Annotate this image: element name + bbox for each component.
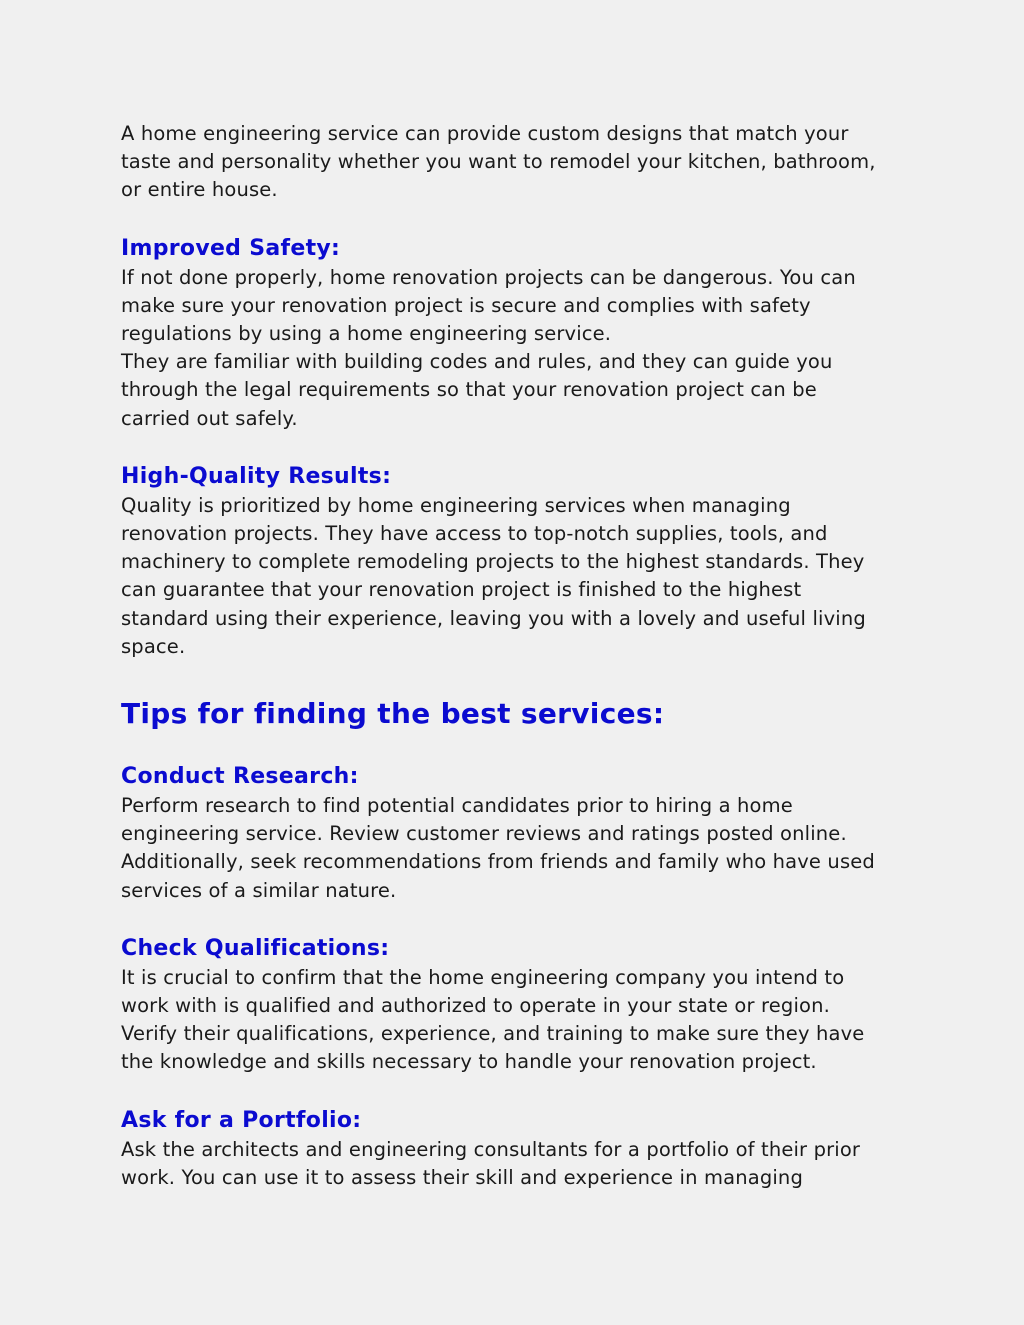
heading-improved-safety: Improved Safety: <box>121 235 341 261</box>
paragraph-conduct-research: Perform research to find potential candidates prior to hiring a home engineering service. Review customer reviews and ratings posted online. Additionally, seek recommendations from friends and family who have used services of a similar nature. <box>121 794 875 902</box>
paragraph-ask-for-portfolio: Ask the architects and engineering consultants for a portfolio of their prior work. You can use it to assess their skill and experience in managing <box>121 1137 861 1189</box>
heading-high-quality-results: High-Quality Results: <box>121 463 392 489</box>
paragraph-high-quality-results: Quality is prioritized by home engineering services when managing renovation projects. They have access to top-notch supplies, tools, and machinery to complete remodeling projects to the highest standards. They can guarantee that your renovation project is finished to the highest standard using their experience, leaving you with a lovely and useful living space. <box>121 493 866 658</box>
document-page <box>121 120 911 1192</box>
heading-tips: Tips for finding the best services: <box>121 697 665 731</box>
heading-ask-for-portfolio: Ask for a Portfolio: <box>121 1107 362 1133</box>
paragraph-check-qualifications: It is crucial to confirm that the home engineering company you intend to work with is qualified and authorized to operate in your state or region. Verify their qualifications, experience, and training to make sure they have the knowledge and skills necessary to handle your renovation project. <box>121 965 865 1074</box>
heading-check-qualifications: Check Qualifications: <box>121 935 390 961</box>
heading-conduct-research: Conduct Research: <box>121 764 359 790</box>
paragraph-improved-safety: If not done properly, home renovation projects can be dangerous. You can make sure your renovation project is secure and complies with safety regulations by using a home engineering service. They are familiar with building codes and rules, and they can guide you through the legal requirements so that your renovation project can be carried out safely. <box>121 265 856 430</box>
intro-paragraph: A home engineering service can provide custom designs that match your taste and personality whether you want to remodel your kitchen, bathroom, or entire house. <box>121 122 876 202</box>
